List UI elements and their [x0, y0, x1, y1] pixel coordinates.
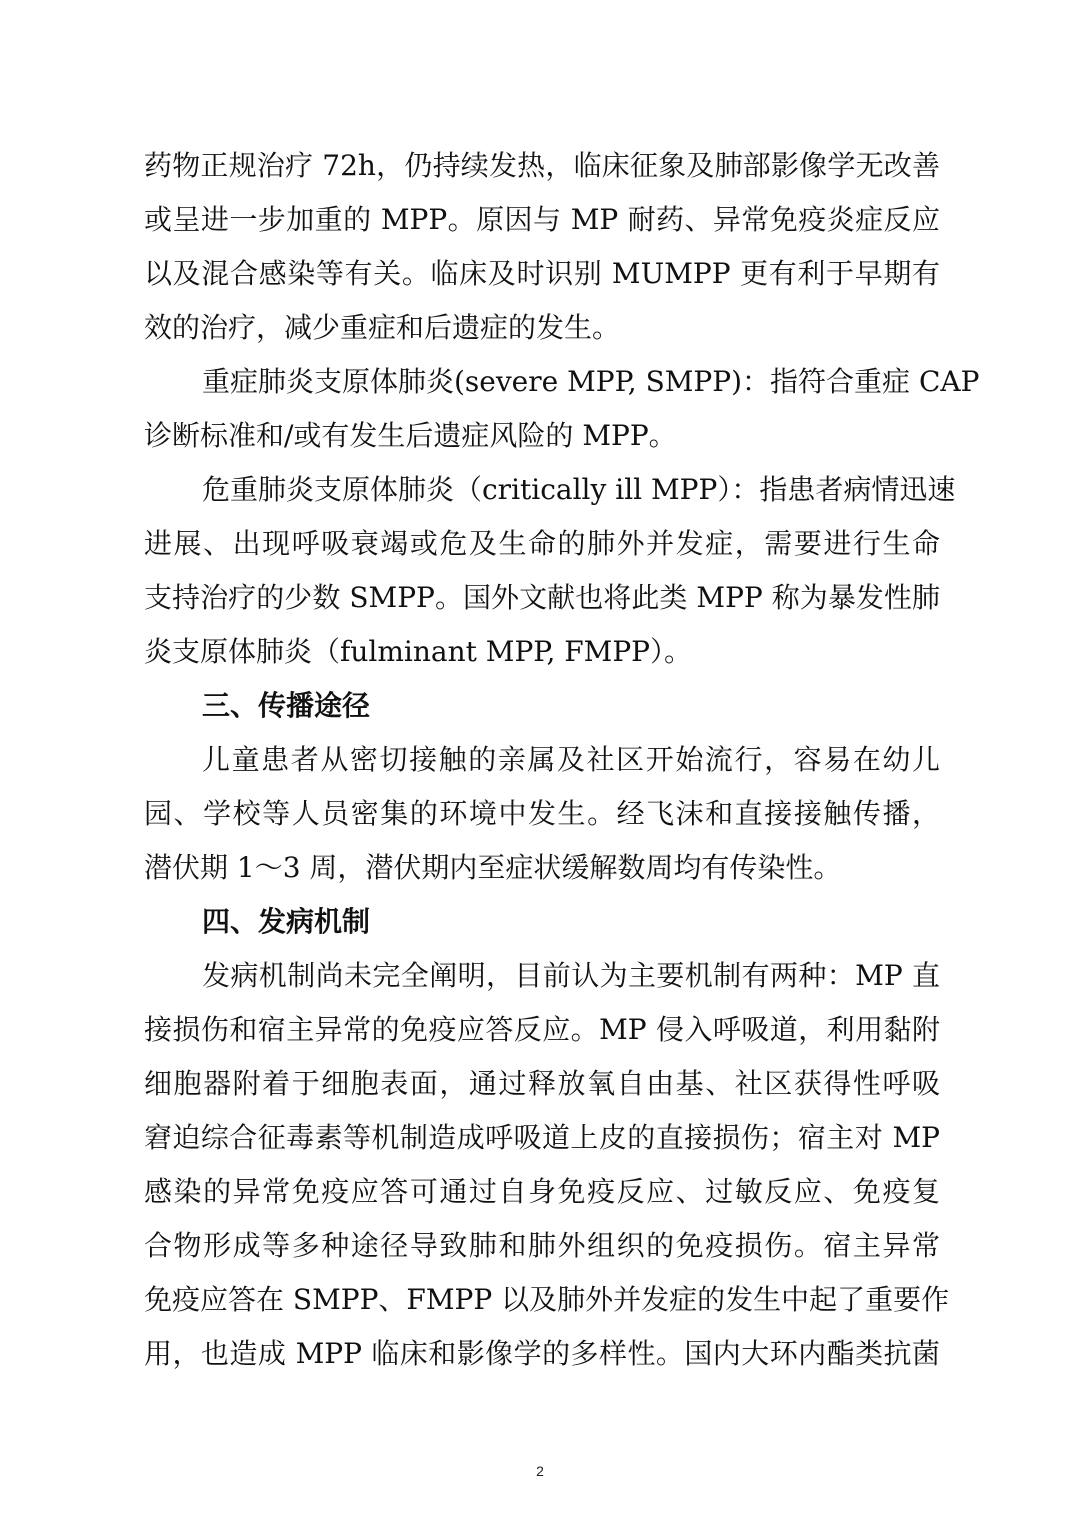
- text-line: 以及混合感染等有关。临床及时识别 MUMPP 更有利于早期有: [144, 257, 940, 290]
- document-body: [144, 139, 980, 1381]
- section-heading-pathogenesis: 四、发病机制: [202, 905, 371, 938]
- text-line: 危重肺炎支原体肺炎（critically ill MPP）：指患者病情迅速: [202, 473, 956, 506]
- text-line: 用，也造成 MPP 临床和影像学的多样性。国内大环内酯类抗菌: [144, 1337, 940, 1370]
- text-line: 诊断标准和/或有发生后遗症风险的 MPP。: [144, 419, 677, 452]
- paragraph-smpp-definition: [144, 355, 980, 463]
- text-line: 炎支原体肺炎（fulminant MPP, FMPP）。: [144, 635, 693, 668]
- text-line: 儿童患者从密切接触的亲属及社区开始流行，容易在幼儿: [202, 743, 940, 776]
- paragraph-pathogenesis: [144, 949, 950, 1381]
- section-heading-transmission: 三、传播途径: [202, 689, 371, 722]
- text-line: 合物形成等多种途径导致肺和肺外组织的免疫损伤。宿主异常: [144, 1229, 940, 1262]
- text-line: 窘迫综合征毒素等机制造成呼吸道上皮的直接损伤；宿主对 MP: [144, 1121, 940, 1154]
- paragraph-transmission: [144, 733, 940, 895]
- text-line: 免疫应答在 SMPP、FMPP 以及肺外并发症的发生中起了重要作: [144, 1283, 950, 1316]
- text-line: 发病机制尚未完全阐明，目前认为主要机制有两种：MP 直: [202, 959, 940, 992]
- text-line: 园、学校等人员密集的环境中发生。经飞沫和直接接触传播，: [144, 797, 940, 830]
- text-line: 药物正规治疗 72h，仍持续发热，临床征象及肺部影像学无改善: [144, 149, 940, 182]
- text-line: 接损伤和宿主异常的免疫应答反应。MP 侵入呼吸道，利用黏附: [144, 1013, 940, 1046]
- text-line: 支持治疗的少数 SMPP。国外文献也将此类 MPP 称为暴发性肺: [144, 581, 940, 614]
- text-line: 细胞器附着于细胞表面，通过释放氧自由基、社区获得性呼吸: [144, 1067, 940, 1100]
- text-line: 进展、出现呼吸衰竭或危及生命的肺外并发症，需要进行生命: [144, 527, 940, 560]
- text-line: 感染的异常免疫应答可通过自身免疫反应、过敏反应、免疫复: [144, 1175, 940, 1208]
- paragraph-mumpp-definition: [144, 139, 940, 355]
- paragraph-critically-ill-definition: [144, 463, 956, 679]
- page-number: 2: [536, 1463, 544, 1479]
- text-line: 效的治疗，减少重症和后遗症的发生。: [144, 311, 621, 344]
- text-line: 重症肺炎支原体肺炎(severe MPP, SMPP)：指符合重症 CAP: [202, 365, 980, 398]
- text-line: 潜伏期 1～3 周，潜伏期内至症状缓解数周均有传染性。: [144, 851, 842, 884]
- text-line: 或呈进一步加重的 MPP。原因与 MP 耐药、异常免疫炎症反应: [144, 203, 940, 236]
